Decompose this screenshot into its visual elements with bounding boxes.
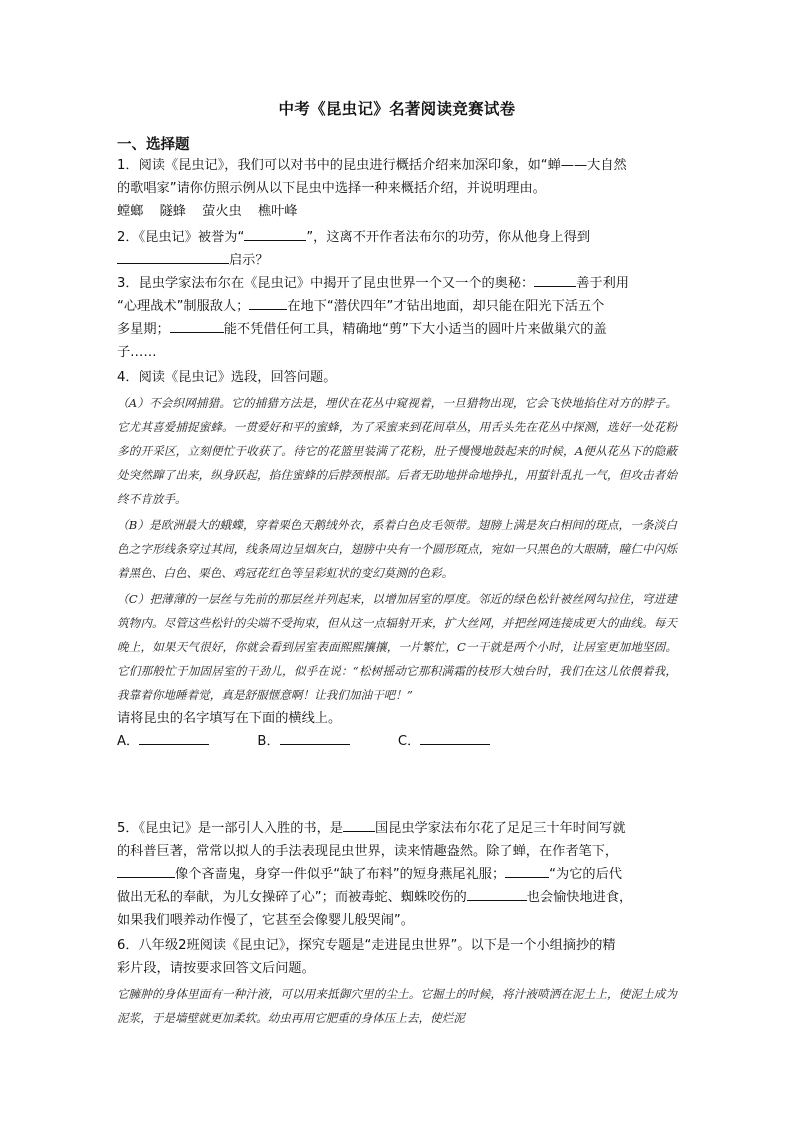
q3-line1 xyxy=(117,272,677,295)
q3-blank-1[interactable] xyxy=(534,272,576,287)
q1-line1: 1．阅读《昆虫记》，我们可以对书中的昆虫进行概括介绍来加深印象，如“蝉——大自然 xyxy=(117,158,627,173)
q6-line2: 彩片段，请按要求回答文后问题。 xyxy=(117,961,315,976)
q1-word: 樵叶峰 xyxy=(257,204,298,219)
q6-line1: 6．八年级2班阅读《昆虫记》，探究专题是“走进昆虫世界”。以下是一个小组摘抄的精 xyxy=(117,938,616,953)
q5-blank-1[interactable] xyxy=(343,817,375,832)
q5-text-e: “为它的后代 xyxy=(549,867,622,882)
q4-option-a xyxy=(117,730,209,753)
q5-line5: 如果我们喂养动作慢了，它甚至会像婴儿般哭闹”。 xyxy=(117,913,414,928)
q5-line1 xyxy=(117,817,677,840)
q3-blank-2[interactable] xyxy=(249,295,287,310)
option-label: C． xyxy=(397,734,421,749)
q3-text-f: 能不凭借任何工具，精确地“剪”下大小适当的圆叶片来做巢穴的盖 xyxy=(223,322,607,337)
q6-passage: 它臃肿的身体里面有一种汁液，可以用来抵御穴里的尘土。它掘土的时候，将汁液喷洒在泥土上，使泥土成为泥浆，于是墙壁就更加柔软。幼虫再用它肥重的身体压上去，使烂泥 xyxy=(117,987,677,1025)
q1-word: 螳螂 xyxy=(117,204,144,219)
q2-blank-1[interactable] xyxy=(244,226,306,241)
q3-text-d: 在地下“潜伏四年”才钻出地面，却只能在阳光下活五个 xyxy=(287,299,605,314)
q5-blank-3[interactable] xyxy=(505,863,549,878)
q4-passage-a: （A）不会织网捕猎。它的捕猎方法是，埋伏在花丛中窥视着，一旦猎物出现，它会飞快地掐住对方的脖子。它尤其喜爱捕捉蜜蜂。一贯爱好和平的蜜蜂，为了采蜜来到花间草丛，用舌头先在花丛中探测，选好一处花粉多的开采区，立刻便忙于收获了。待它的花篮里装满了花粉，肚子慢慢地鼓起来的时候，A便从花丛下的隐蔽处突然蹿了出来，纵身跃起，掐住蜜蜂的后脖颈根部。后者无助地拼命地挣扎，用蜇针乱扎一气，但攻击者始终不肯放手。 xyxy=(117,396,677,506)
q1-line2: 的歌唱家”请你仿照示例从以下昆虫中选择一种来概括介绍，并说明理由。 xyxy=(117,181,546,196)
q1-word-list xyxy=(117,200,677,223)
q3-blank-3[interactable] xyxy=(170,318,224,333)
q3-text-e: 多星期； xyxy=(117,322,170,337)
question-2 xyxy=(117,226,677,272)
q2-text-c: 启示？ xyxy=(229,253,269,268)
q4-blank-b[interactable] xyxy=(280,730,350,745)
q4-passage-b: （B）是欧洲最大的蛾蝶，穿着栗色天鹅绒外衣，系着白色皮毛领带。翅膀上满是灰白相间的斑点，一条淡白色之字形线条穿过其间，线条周边呈烟灰白，翅膀中央有一个圆形斑点，宛如一只黑色的大眼睛，瞳仁中闪烁着黑色、白色、栗色、鸡冠花红色等呈彩虹状的变幻莫测的色彩。 xyxy=(117,518,677,580)
section-heading: 一、选择题 xyxy=(117,137,190,153)
q4-prompt: 请将昆虫的名字填写在下面的横线上。 xyxy=(117,711,342,726)
q2-line2 xyxy=(117,249,677,272)
q1-word: 隧蜂 xyxy=(159,204,186,219)
q4-passage-c: （C）把薄薄的一层丝与先前的那层丝并列起来，以增加居室的厚度。邻近的绿色松针被丝网勾拉住，穹进建筑物内。尽管这些松针的尖端不受拘束，但从这一点辐射开来，扩大丝网，并把丝网连接成更大的曲线。每天晚上，如果天气很好，你就会看到居室表面熙熙攘攘，一片繁忙，C一干就是两个小时，让居室更加地坚固。它们那般忙于加固居室的干劲儿，似乎在说：“松树摇动它那积满霜的枝形大烛台时，我们在这儿依偎着我，我靠着你地睡着觉，真是舒服惬意啊！让我们加油干吧！” xyxy=(117,592,677,702)
q3-text-b: 善于利用 xyxy=(576,276,629,291)
question-1 xyxy=(117,154,677,223)
q5-text-a: 5．《昆虫记》是一部引人入胜的书，是 xyxy=(117,821,343,836)
q5-text-g: 也会愉快地进食， xyxy=(526,890,633,905)
q5-text-f: 做出无私的奉献，为儿女操碎了心”；而被毒蛇、蜘蛛咬伤的 xyxy=(117,890,467,905)
q4-option-c xyxy=(398,730,490,753)
q4-blank-a[interactable] xyxy=(139,730,209,745)
q4-options xyxy=(117,730,677,753)
q3-text-c: “心理战术”制服敌人； xyxy=(117,299,250,314)
question-6 xyxy=(117,934,677,1030)
option-label: B． xyxy=(257,734,280,749)
question-5 xyxy=(117,817,677,932)
q4-intro: 4．阅读《昆虫记》选段，回答问题。 xyxy=(117,370,337,385)
q2-text-a: 2．《昆虫记》被誉为“ xyxy=(117,230,245,245)
q4-blank-c[interactable] xyxy=(420,730,490,745)
q5-line2: 的科普巨著，常常以拟人的手法表现昆虫世界，读来情趣盎然。除了蝉，在作者笔下， xyxy=(117,844,619,859)
q5-text-b: 国昆虫学家法布尔花了足足三十年时间写就 xyxy=(374,821,626,836)
q5-blank-4[interactable] xyxy=(467,886,527,901)
q2-blank-2[interactable] xyxy=(117,249,229,264)
option-label: A． xyxy=(117,734,140,749)
page-title: 中考《昆虫记》名著阅读竞赛试卷 xyxy=(278,99,516,118)
q2-text-b: ”，这离不开作者法布尔的功劳，你从他身上得到 xyxy=(306,230,591,245)
q5-line4 xyxy=(117,886,677,909)
question-3 xyxy=(117,272,677,364)
q5-text-d: 像个吝啬鬼，身穿一件似乎“缺了布料”的短身燕尾礼服； xyxy=(175,867,506,882)
question-4 xyxy=(117,366,677,753)
q3-line4: 子…… xyxy=(117,345,157,360)
q2-line1 xyxy=(117,226,677,249)
q3-line3 xyxy=(117,318,677,341)
q3-text-a: 3．昆虫学家法布尔在《昆虫记》中揭开了昆虫世界一个又一个的奥秘： xyxy=(117,276,535,291)
q5-line3 xyxy=(117,863,677,886)
q1-word: 萤火虫 xyxy=(202,204,242,219)
q5-blank-2[interactable] xyxy=(117,863,175,878)
q4-option-b xyxy=(257,730,349,753)
q3-line2 xyxy=(117,295,677,318)
